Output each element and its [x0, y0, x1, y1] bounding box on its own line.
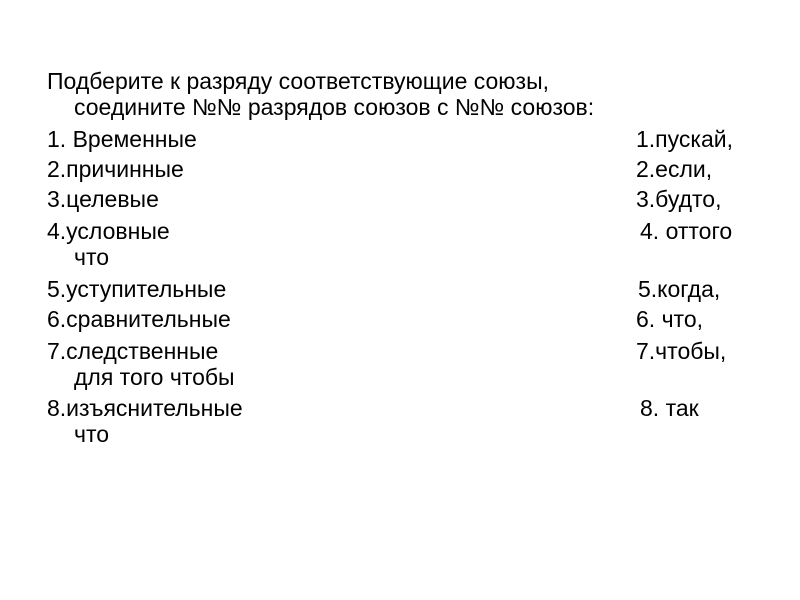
conjunction-3: 3.будто,	[636, 186, 722, 212]
conjunction-8-continuation: что	[74, 421, 110, 447]
conjunction-7: 7.чтобы,	[636, 338, 727, 364]
conjunction-7-continuation: для того чтобы	[74, 364, 235, 390]
conjunction-8: 8. так	[640, 395, 699, 421]
conjunction-5: 5.когда,	[638, 276, 721, 302]
conjunction-4-continuation: что	[74, 244, 110, 270]
conjunction-6: 6. что,	[636, 306, 704, 332]
conjunction-4: 4. оттого	[640, 218, 733, 244]
instruction-line-1: Подберите к разряду соответствующие союзы,	[47, 68, 550, 94]
conjunction-2: 2.если,	[636, 156, 713, 182]
category-7: 7.следственные	[47, 338, 219, 364]
category-8: 8.изъяснительные	[47, 395, 243, 421]
category-1: 1. Временные	[47, 126, 197, 152]
conjunction-1: 1.пускай,	[636, 126, 733, 152]
category-5: 5.уступительные	[47, 276, 227, 302]
category-4: 4.условные	[47, 218, 170, 244]
category-3: 3.целевые	[47, 186, 159, 212]
category-6: 6.сравнительные	[47, 306, 231, 332]
category-2: 2.причинные	[47, 156, 184, 182]
instruction-line-2: соедините №№ разрядов союзов с №№ союзов:	[74, 94, 595, 120]
